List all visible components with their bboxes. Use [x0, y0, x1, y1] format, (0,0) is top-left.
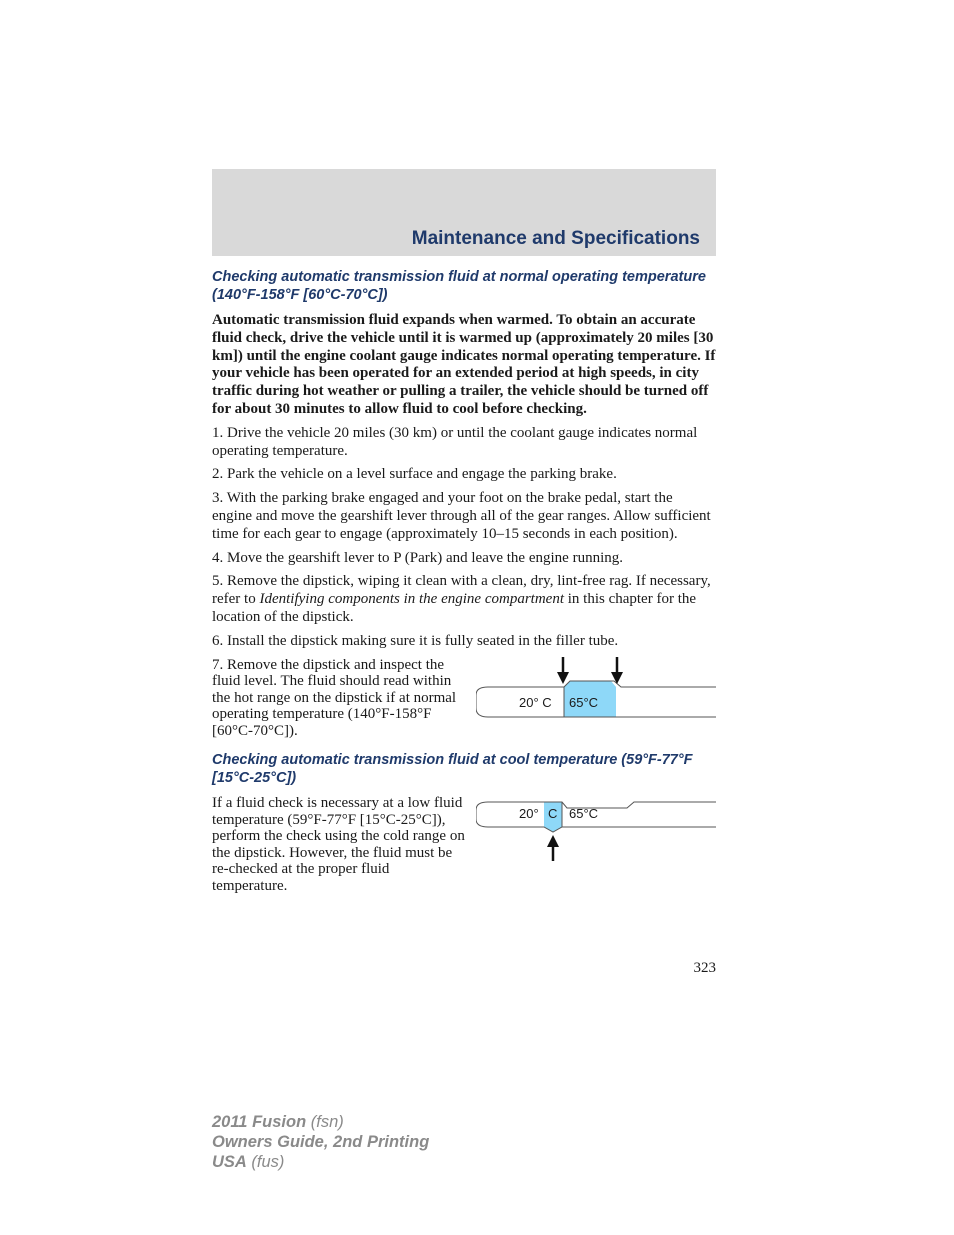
dipstick-hot-illustration	[476, 657, 716, 737]
header-band	[212, 169, 716, 256]
warning-paragraph: Automatic transmission fluid expands when warmed. To obtain an accurate fluid check, drive the vehicle until it is warmed up (approximately 20 miles [30 km]) until the engine coolant gauge indicates normal operating temperature. If your vehicle has been operated for an extended period at high speeds, in city traffic during hot weather or pulling a trailer, the vehicle should be turned off for about 30 minutes to allow fluid to cool before checking.	[212, 312, 716, 417]
step-1: 1. Drive the vehicle 20 miles (30 km) or until the coolant gauge indicates normal operating temperature.	[212, 424, 698, 459]
step-3: 3. With the parking brake engaged and your foot on the brake pedal, start the engine and move the gearshift lever through all of the gear ranges. Allow sufficient time for each gear to engage (approximately 10–15 seconds in each position).	[212, 490, 711, 542]
step-6: 6. Install the dipstick making sure it is fully seated in the filler tube.	[212, 632, 619, 649]
cold-range-label-num: 20°	[519, 806, 539, 822]
dipstick-cold-illustration	[476, 795, 716, 875]
section-heading-normal-temp: Checking automatic transmission fluid at normal operating temperature (140°F-158°F [60°C-70°C])	[212, 269, 706, 303]
page-number: 323	[693, 960, 716, 976]
hot-range-label: 65°C	[569, 806, 599, 822]
footer-line-1	[212, 1112, 429, 1132]
step-4: 4. Move the gearshift lever to P (Park) and leave the engine running.	[212, 549, 623, 566]
footer-edition: Owners Guide, 2nd Printing	[212, 1133, 430, 1151]
cold-range-label: 20° C	[519, 694, 552, 710]
footer-line-2	[212, 1132, 429, 1152]
cool-check-text: If a fluid check is necessary at a low fluid temperature (59°F-77°F [15°C-25°C]), perform the check using the cold range on the dipstick. However, the fluid must be re-checked at the proper fluid temperature.	[212, 795, 465, 894]
step-7: 7. Remove the dipstick and inspect the fluid level. The fluid should read within the hot range on the dipstick if at normal operating temperature (140°F-158°F [60°C-70°C]).	[212, 656, 457, 739]
footer	[212, 1112, 429, 1172]
footer-model: 2011 Fusion	[212, 1113, 307, 1131]
step-7-row	[212, 657, 716, 746]
step-5	[212, 573, 716, 626]
main-content	[212, 268, 716, 900]
footer-line-3	[212, 1152, 429, 1172]
cold-range-label-unit: C	[548, 806, 558, 822]
footer-model-code: (fsn)	[306, 1113, 344, 1131]
down-arrow-icon	[557, 657, 569, 684]
footer-market: USA	[212, 1153, 247, 1171]
step-2: 2. Park the vehicle on a level surface and engage the parking brake.	[212, 466, 617, 483]
dipstick-cold-figure	[476, 795, 716, 875]
step-5-text-b: in this chapter for the location of the dipstick.	[212, 591, 697, 625]
up-arrow-icon	[547, 835, 559, 861]
footer-market-code: (fus)	[246, 1153, 285, 1171]
step-5-reference-link-text: Identifying components in the engine compartment	[259, 591, 564, 608]
down-arrow-icon	[611, 657, 623, 684]
hot-range-label: 65°C	[569, 694, 599, 710]
section-heading-cool-temp: Checking automatic transmission fluid at cool temperature (59°F-77°F [15°C-25°C])	[212, 752, 693, 787]
cool-check-row	[212, 795, 716, 900]
page-title: Maintenance and Specifications	[411, 228, 700, 249]
dipstick-hot-figure	[476, 657, 716, 737]
step-5-text-a: 5. Remove the dipstick, wiping it clean with a clean, dry, lint-free rag. If necessary, refer to	[212, 573, 711, 608]
